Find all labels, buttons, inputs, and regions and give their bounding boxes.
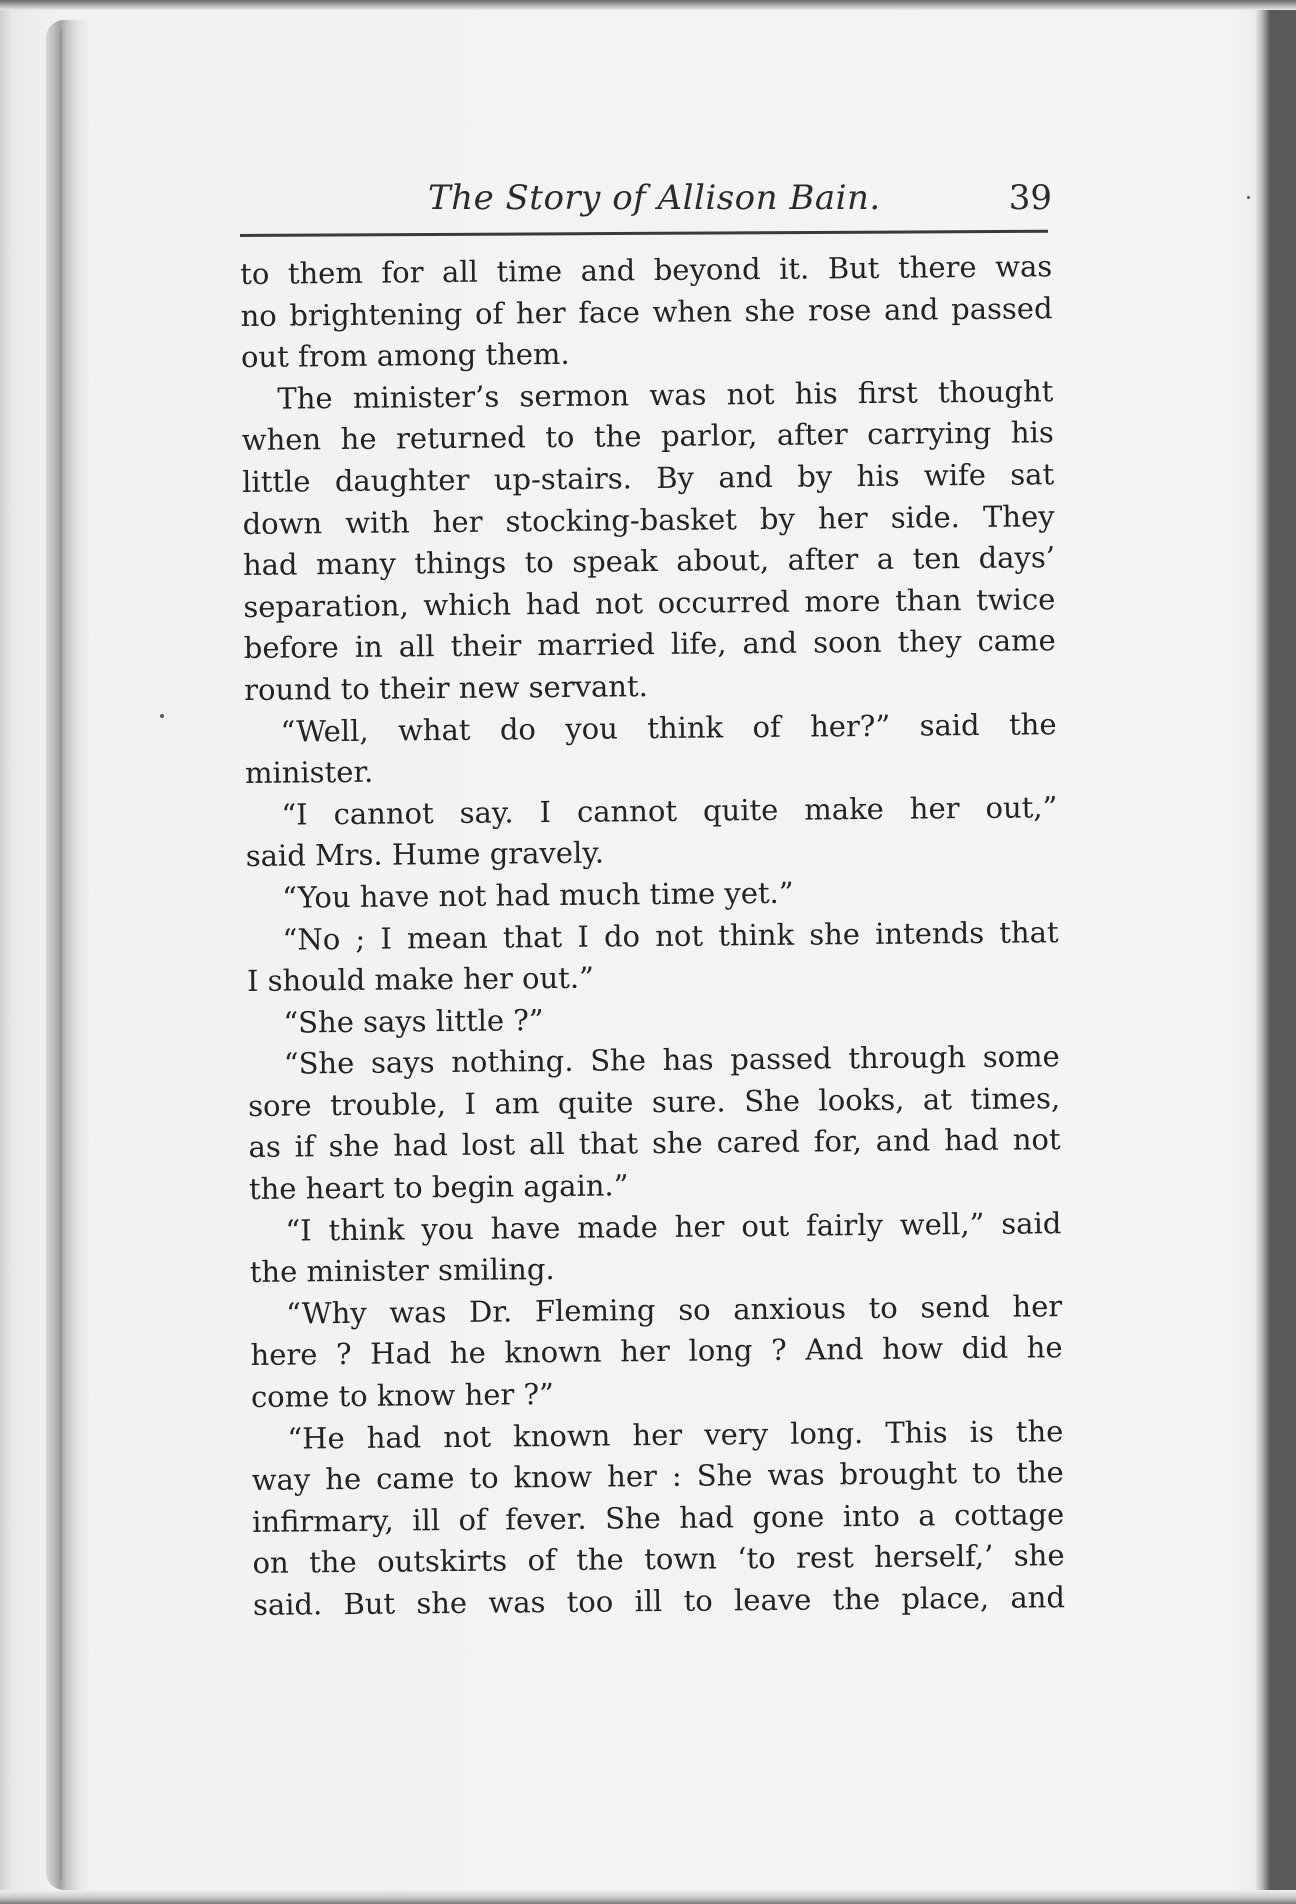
text-line: The minister’s sermon was not his first thought [277,373,1054,416]
text-line: “No ; I mean that I do not think she intends that [282,914,1059,957]
body-text [240,246,1065,1626]
text-line: come to know her ?” [250,1377,555,1414]
text-line: separation, which had not occurred more than twice [243,581,1056,624]
page-bottom-edge [0,1890,1296,1904]
paper-speck [1247,196,1250,199]
text-line: “Well, what do you think of her?” said the [280,706,1057,749]
text-line: I should make her out.” [246,960,595,999]
text-line: had many things to speak about, after a ten days’ [242,540,1056,583]
text-line: the minister smiling. [249,1252,555,1290]
text-line: here ? Had he known her long ? And how did he [250,1330,1063,1373]
page-top-edge [0,0,1296,10]
paper-speck [160,714,164,718]
text-line: minister. [244,754,374,791]
text-line: said Mrs. Hume gravely. [245,835,605,874]
text-line: “I think you have made her out fairly well,” said [285,1205,1062,1248]
text-line: “She says nothing. She has passed through some [283,1039,1060,1081]
text-line: no brightening of her face when she rose and passed [240,290,1053,333]
text-line: said. But she was too ill to leave the place, and [252,1580,1066,1622]
text-line: round to their new servant. [244,669,648,707]
text-line: as if she had lost all that she cared for, and had not [248,1122,1061,1165]
text-line: little daughter up-stairs. By and by his wife sat [242,457,1055,499]
text-line: when he returned to the parlor, after carrying his [241,415,1054,458]
text-line: way he came to know her : She was brought to the [251,1455,1064,1498]
text-line: on the outskirts of the town ‘to rest herself,’ she [252,1538,1065,1581]
text-line: the heart to begin again.” [248,1168,629,1207]
text-line: “You have not had much time yet.” [282,875,794,915]
text-line: “She says little ?” [283,1002,544,1040]
text-line: “He had not known her very long. This is the [287,1413,1064,1456]
text-line: “I cannot say. I cannot quite make her out,” [281,789,1058,832]
text-line: sore trouble, I am quite sure. She looks, at times, [248,1081,1061,1123]
page-number: 39 [1008,178,1052,218]
text-line: “Why was Dr. Fleming so anxious to send her [286,1289,1063,1331]
running-head: The Story of Allison Bain. [428,178,881,218]
text-line: infirmary, ill of fever. She had gone into a cottage [252,1496,1065,1539]
text-line: before in all their married life, and soon they came [243,623,1056,666]
text-line: out from among them. [240,337,570,375]
binding-fold [46,20,90,1890]
binding-fold-line [60,30,62,1880]
text-line: to them for all time and beyond it. But there was [240,249,1053,291]
text-line: down with her stocking-basket by her side. They [242,498,1055,541]
page-header [244,178,1052,232]
